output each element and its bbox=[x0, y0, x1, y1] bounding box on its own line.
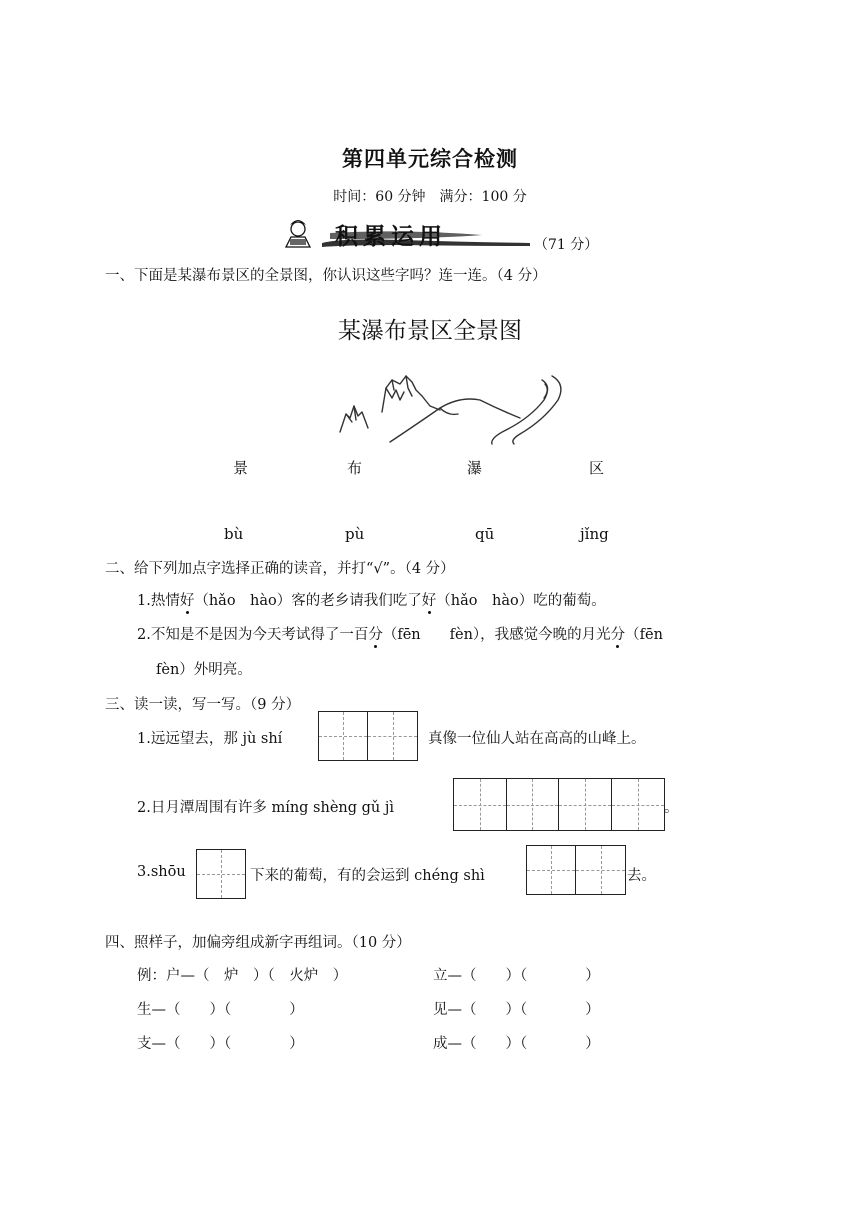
writing-cell[interactable] bbox=[454, 779, 507, 830]
writing-cell[interactable] bbox=[507, 779, 560, 830]
dotted-char: 分 bbox=[368, 627, 383, 643]
page-title: 第四单元综合检测 bbox=[342, 146, 518, 171]
question-3-item-3-text-b: 下来的葡萄，有的会运到 chéng shì bbox=[250, 868, 485, 884]
character-3: 瀑 bbox=[467, 459, 483, 477]
section-heading: 积累运用 bbox=[335, 224, 447, 250]
character-2: 布 bbox=[347, 459, 363, 477]
character-4: 区 bbox=[589, 459, 605, 477]
question-3-item-2-tail: 。 bbox=[664, 800, 679, 816]
question-4-row: 立—（ ）（ ） bbox=[433, 968, 600, 984]
exam-info: 时间：60 分钟 满分：100 分 bbox=[333, 189, 527, 205]
pinyin-3: qū bbox=[475, 525, 495, 543]
question-3-prompt: 三、读一读，写一写。（9 分） bbox=[105, 697, 301, 713]
question-4-prompt: 四、照样子，加偏旁组成新字再组词。（10 分） bbox=[105, 935, 411, 951]
question-3-item-1-text: 1.远远望去，那 jù shí bbox=[137, 731, 283, 747]
character-1: 景 bbox=[233, 459, 249, 477]
answer-grid-1[interactable] bbox=[318, 711, 418, 761]
question-2-prompt: 二、给下列加点字选择正确的读音，并打“√”。（4 分） bbox=[105, 561, 455, 577]
question-4-row: 成—（ ）（ ） bbox=[433, 1036, 600, 1052]
dotted-char: 好 bbox=[179, 593, 195, 609]
question-2-item-1: 1.热情好（hǎo hào）客的老乡请我们吃了好（hǎo hào）吃的葡萄。 bbox=[137, 593, 606, 609]
pinyin-1: bù bbox=[224, 525, 244, 543]
question-4-row: 支—（ ）（ ） bbox=[137, 1036, 304, 1052]
writing-cell[interactable] bbox=[576, 846, 625, 894]
writing-cell[interactable] bbox=[368, 712, 417, 760]
answer-grid-2[interactable] bbox=[453, 778, 665, 831]
writing-cell[interactable] bbox=[559, 779, 612, 830]
question-4-example: 例：户—（ 炉 ）（ 火炉 ） bbox=[137, 968, 348, 984]
question-4-row: 生—（ ）（ ） bbox=[137, 1002, 304, 1018]
pinyin-2: pù bbox=[345, 525, 365, 543]
question-3-item-2-text: 2.日月潭周围有许多 míng shèng gǔ jì bbox=[137, 800, 395, 816]
writing-cell[interactable] bbox=[527, 846, 576, 894]
map-title: 某瀑布景区全景图 bbox=[338, 318, 522, 344]
question-3-item-3-tail: 去。 bbox=[627, 868, 656, 884]
pinyin-4: jǐng bbox=[580, 525, 609, 543]
question-3-item-3-text-a: 3.shōu bbox=[137, 864, 186, 880]
writing-cell[interactable] bbox=[197, 850, 245, 898]
question-3-item-1-tail: 真像一位仙人站在高高的山峰上。 bbox=[428, 731, 646, 747]
question-2-item-2: 2.不知是不是因为今天考试得了一百分（fēn fèn），我感觉今晚的月光分（fēn bbox=[137, 627, 663, 643]
question-1-prompt: 一、下面是某瀑布景区的全景图，你认识这些字吗？连一连。（4 分） bbox=[105, 268, 547, 284]
mountain-sketch bbox=[330, 370, 570, 445]
dotted-char: 好 bbox=[421, 593, 437, 609]
question-2-item-2-continued: fèn）外明亮。 bbox=[156, 662, 252, 678]
section-score: （71 分） bbox=[534, 237, 599, 253]
dotted-char: 分 bbox=[610, 627, 626, 643]
child-reading-icon bbox=[286, 220, 310, 247]
question-4-row: 见—（ ）（ ） bbox=[433, 1002, 600, 1018]
answer-grid-3[interactable] bbox=[196, 849, 246, 899]
writing-cell[interactable] bbox=[612, 779, 665, 830]
answer-grid-4[interactable] bbox=[526, 845, 626, 895]
writing-cell[interactable] bbox=[319, 712, 368, 760]
